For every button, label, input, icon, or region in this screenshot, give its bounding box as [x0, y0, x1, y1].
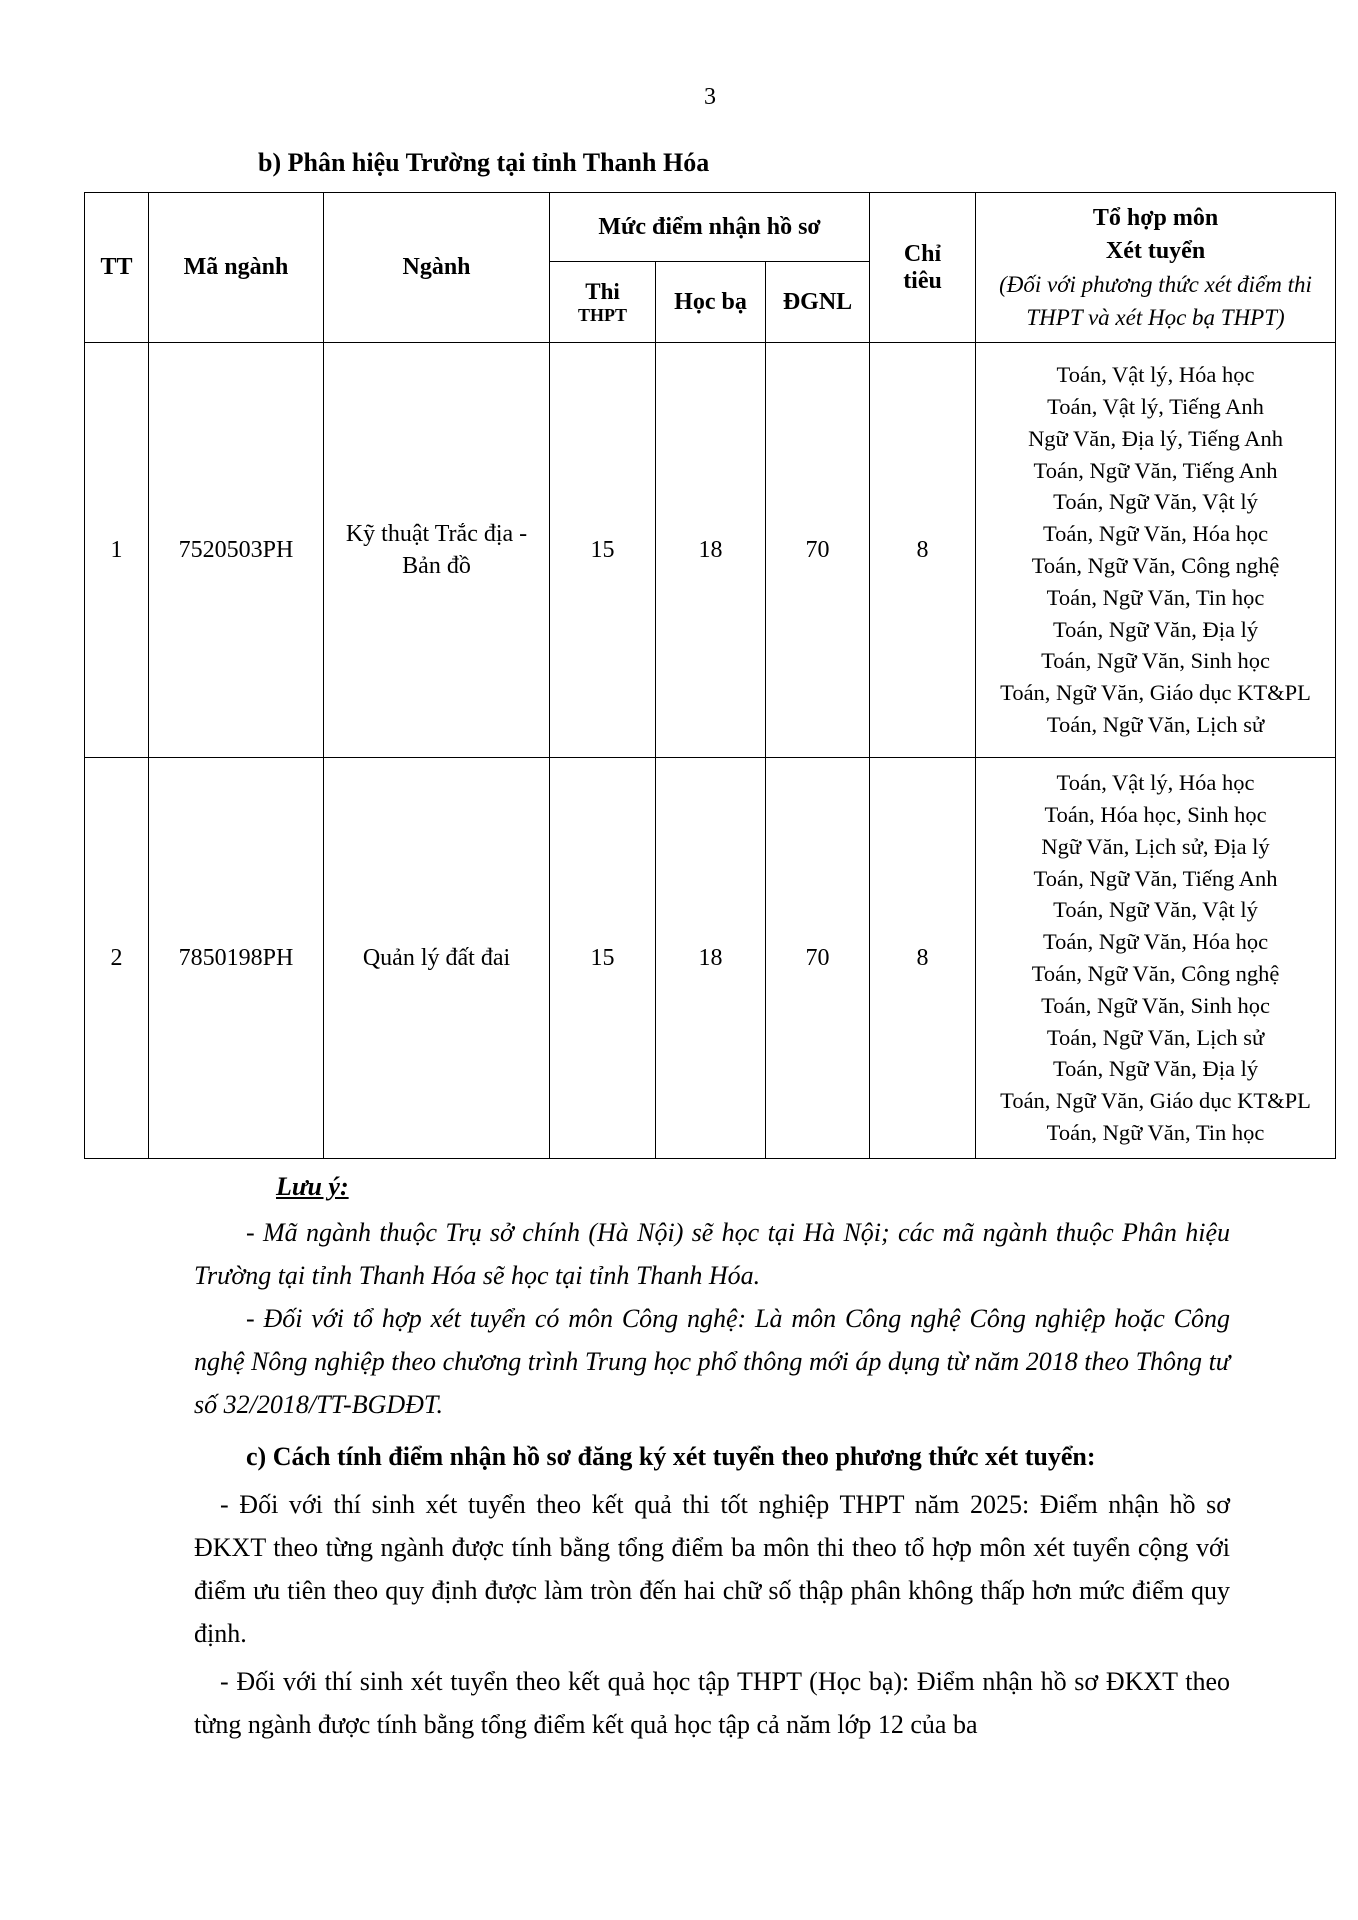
- cell-nganh: Quản lý đất đai: [324, 758, 550, 1159]
- header-to-hop: [976, 193, 1336, 343]
- list-item: Toán, Ngữ Văn, Công nghệ: [1031, 553, 1280, 578]
- header-ma-nganh: Mã ngành: [149, 193, 324, 343]
- header-to-hop-line2: Xét tuyển: [1105, 237, 1206, 264]
- list-item: Toán, Ngữ Văn, Địa lý: [1052, 616, 1259, 642]
- cell-to-hop: [976, 343, 1336, 758]
- cell-ma-nganh: 7850198PH: [149, 758, 324, 1159]
- list-item: Toán, Ngữ Văn, Lịch sử: [1046, 711, 1265, 737]
- cell-thi-thpt: 15: [550, 758, 656, 1159]
- list-item: Toán, Ngữ Văn, Giáo dục KT&PL: [1000, 680, 1311, 706]
- header-chi-tieu-line2: tiêu: [903, 267, 942, 294]
- header-nganh: Ngành: [324, 193, 550, 343]
- cell-tt: 2: [85, 758, 149, 1159]
- list-item: Toán, Ngữ Văn, Sinh học: [1041, 648, 1270, 674]
- header-chi-tieu: [870, 193, 976, 343]
- list-item: Toán, Ngữ Văn, Sinh học: [1041, 992, 1270, 1018]
- header-muc-diem: Mức điểm nhận hồ sơ: [550, 193, 870, 262]
- table-row: [85, 343, 1336, 758]
- page-number: 3: [704, 84, 716, 110]
- paragraph-hoc-ba: - Đối với thí sinh xét tuyển theo kết quả học tập THPT (Học bạ): Điểm nhận hồ sơ ĐKXT theo từng ngành được tính bằng tổng điểm kết quả học tập cả năm lớp 12 của ba: [194, 1667, 1230, 1739]
- header-thi-line2: THPT: [577, 304, 627, 325]
- list-item: Toán, Ngữ Văn, Hóa học: [1042, 521, 1269, 547]
- admission-table: [84, 192, 1336, 1159]
- list-item: Toán, Ngữ Văn, Địa lý: [1052, 1056, 1259, 1082]
- list-item: Toán, Ngữ Văn, Hóa học: [1042, 929, 1269, 955]
- list-item: Toán, Ngữ Văn, Tiếng Anh: [1033, 457, 1278, 483]
- cell-dgnl: 70: [766, 758, 870, 1159]
- list-item: Ngữ Văn, Địa lý, Tiếng Anh: [1028, 425, 1283, 451]
- note-item-campus: - Mã ngành thuộc Trụ sở chính (Hà Nội) sẽ học tại Hà Nội; các mã ngành thuộc Phân hiệu Trường tại tỉnh Thanh Hóa sẽ học tại tỉnh Thanh Hóa.: [194, 1218, 1230, 1290]
- list-item: Toán, Ngữ Văn, Vật lý: [1053, 897, 1258, 923]
- cell-to-hop: [976, 758, 1336, 1159]
- list-item: Toán, Ngữ Văn, Vật lý: [1053, 489, 1258, 515]
- list-item: Ngữ Văn, Lịch sử, Địa lý: [1041, 833, 1270, 859]
- cell-ma-nganh: 7520503PH: [149, 343, 324, 758]
- header-chi-tieu-line1: Chỉ: [903, 240, 942, 267]
- list-item: Toán, Ngữ Văn, Tiếng Anh: [1033, 865, 1278, 891]
- section-c-title: c) Cách tính điểm nhận hồ sơ đăng ký xét tuyển theo phương thức xét tuyển:: [246, 1442, 1096, 1471]
- list-item: Toán, Ngữ Văn, Lịch sử: [1046, 1024, 1265, 1050]
- list-item: Toán, Hóa học, Sinh học: [1044, 802, 1267, 828]
- cell-chi-tieu: 8: [870, 343, 976, 758]
- cell-dgnl: 70: [766, 343, 870, 758]
- list-item: Toán, Ngữ Văn, Công nghệ: [1031, 961, 1280, 986]
- list-item: Toán, Ngữ Văn, Tin học: [1046, 584, 1265, 610]
- cell-thi-thpt: 15: [550, 343, 656, 758]
- table-row: [85, 758, 1336, 1159]
- note-title: Lưu ý:: [276, 1172, 349, 1201]
- list-item: Toán, Vật lý, Tiếng Anh: [1047, 394, 1264, 420]
- list-item: Toán, Ngữ Văn, Giáo dục KT&PL: [1000, 1088, 1311, 1114]
- cell-tt: 1: [85, 343, 149, 758]
- header-to-hop-line1: Tổ hợp môn: [1092, 204, 1219, 231]
- cell-nganh: Kỹ thuật Trắc địa - Bản đồ: [324, 343, 550, 758]
- header-dgnl: ĐGNL: [766, 262, 870, 343]
- header-thi-thpt: [550, 262, 656, 343]
- cell-hoc-ba: 18: [656, 758, 766, 1159]
- header-hoc-ba: Học bạ: [656, 262, 766, 343]
- header-thi-line1: Thi: [585, 278, 620, 304]
- list-item: Toán, Ngữ Văn, Tin học: [1046, 1119, 1265, 1145]
- list-item: Toán, Vật lý, Hóa học: [1056, 770, 1255, 796]
- list-item: Toán, Vật lý, Hóa học: [1056, 362, 1255, 388]
- paragraph-thpt-exam: - Đối với thí sinh xét tuyển theo kết quả thi tốt nghiệp THPT năm 2025: Điểm nhận hồ sơ ĐKXT theo từng ngành được tính bằng tổng điểm ba môn thi theo tổ hợp môn xét tuyển cộng với điểm ưu tiên theo quy định được làm tròn đến hai chữ số thập phân không thấp hơn mức điểm quy định.: [194, 1490, 1230, 1648]
- header-to-hop-note: (Đối với phương thức xét điểm thi THPT và xét Học bạ THPT): [999, 271, 1312, 330]
- cell-chi-tieu: 8: [870, 758, 976, 1159]
- header-tt: TT: [85, 193, 149, 343]
- note-item-technology: - Đối với tổ hợp xét tuyển có môn Công nghệ: Là môn Công nghệ Công nghiệp hoặc Công nghệ Nông nghiệp theo chương trình Trung học phổ thông mới áp dụng từ năm 2018 theo Thông tư số 32/2018/TT-BGDĐT.: [194, 1304, 1230, 1419]
- cell-hoc-ba: 18: [656, 343, 766, 758]
- section-b-title: b) Phân hiệu Trường tại tỉnh Thanh Hóa: [258, 148, 710, 177]
